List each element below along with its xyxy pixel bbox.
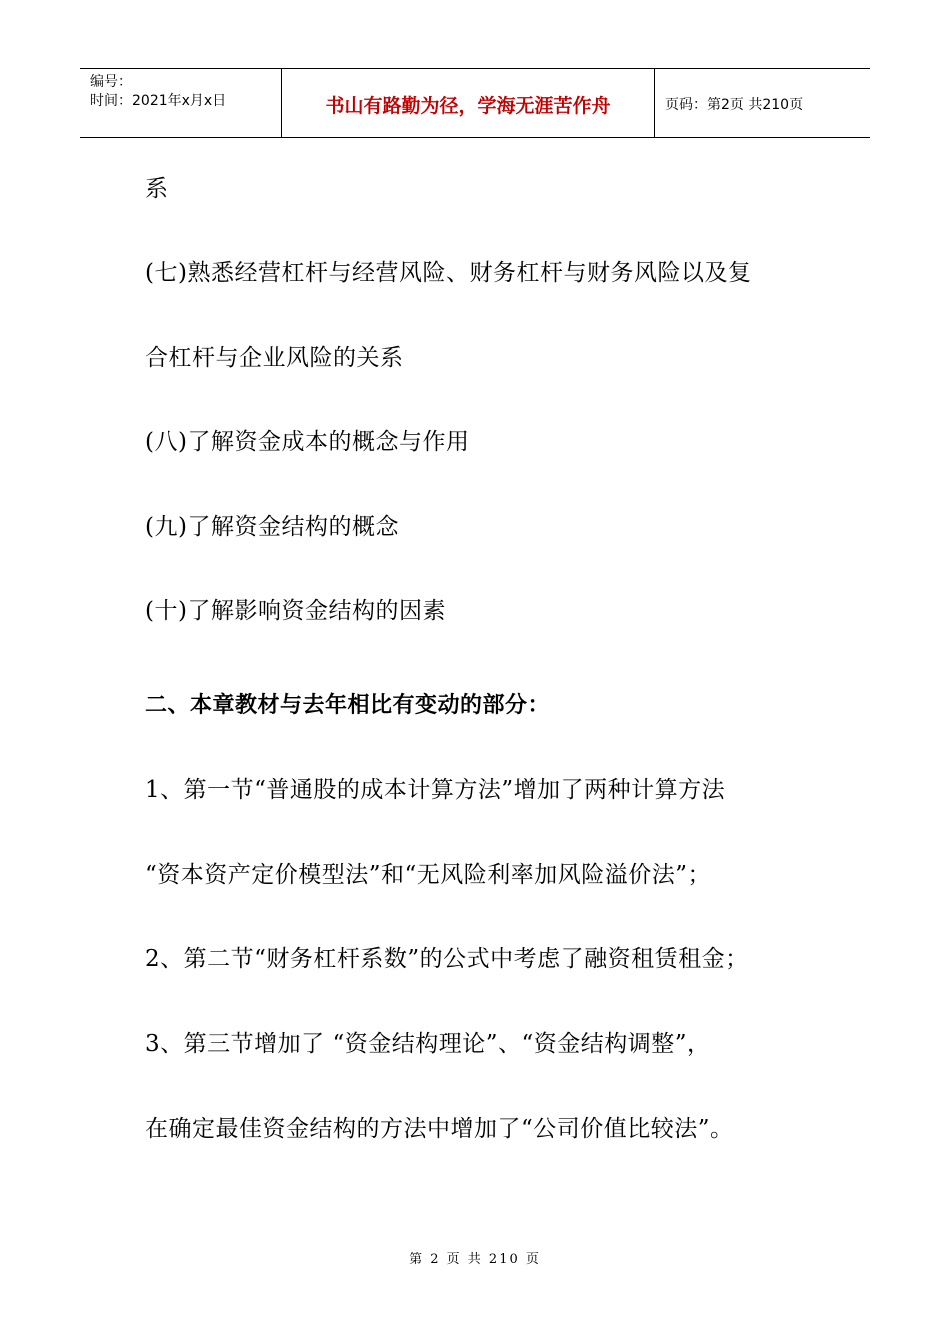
body-line: (九)了解资金结构的概念 [145,514,399,540]
document-number-label: 编号： [90,74,132,90]
body-line: 合杠杆与企业风险的关系 [145,345,404,371]
body-line: (十)了解影响资金结构的因素 [145,598,446,624]
motto-text: 书山有路勤为径，学海无涯苦作舟 [325,95,611,117]
page-footer: 第 2 页 共 210 页 [409,1252,541,1267]
document-date: 时间：2021年x月x日 [90,93,227,109]
body-line: (七)熟悉经营杠杆与经营风险、财务杠杆与财务风险以及复 [145,260,752,286]
body-line: 系 [145,176,169,202]
body-line: 在确定最佳资金结构的方法中增加了“公司价值比较法”。 [145,1116,734,1142]
header-page-code: 页码：第2页 共210页 [665,97,804,113]
body-line: 3、第三节增加了 “资金结构理论”、“资金结构调整”， [145,1031,711,1057]
header-info-cell [80,69,282,137]
body-line: 2、第二节“财务杠杆系数”的公式中考虑了融资租赁租金； [145,946,749,972]
section-heading: 二、本章教材与去年相比有变动的部分： [145,693,551,718]
body-line: (八)了解资金成本的概念与作用 [145,429,470,455]
body-line: “资本资产定价模型法”和“无风险利率加风险溢价法”； [145,862,712,888]
page-header [80,68,870,138]
header-page-cell [655,69,870,137]
body-line: 1、第一节“普通股的成本计算方法”增加了两种计算方法 [145,777,726,803]
header-motto-cell [282,69,655,137]
